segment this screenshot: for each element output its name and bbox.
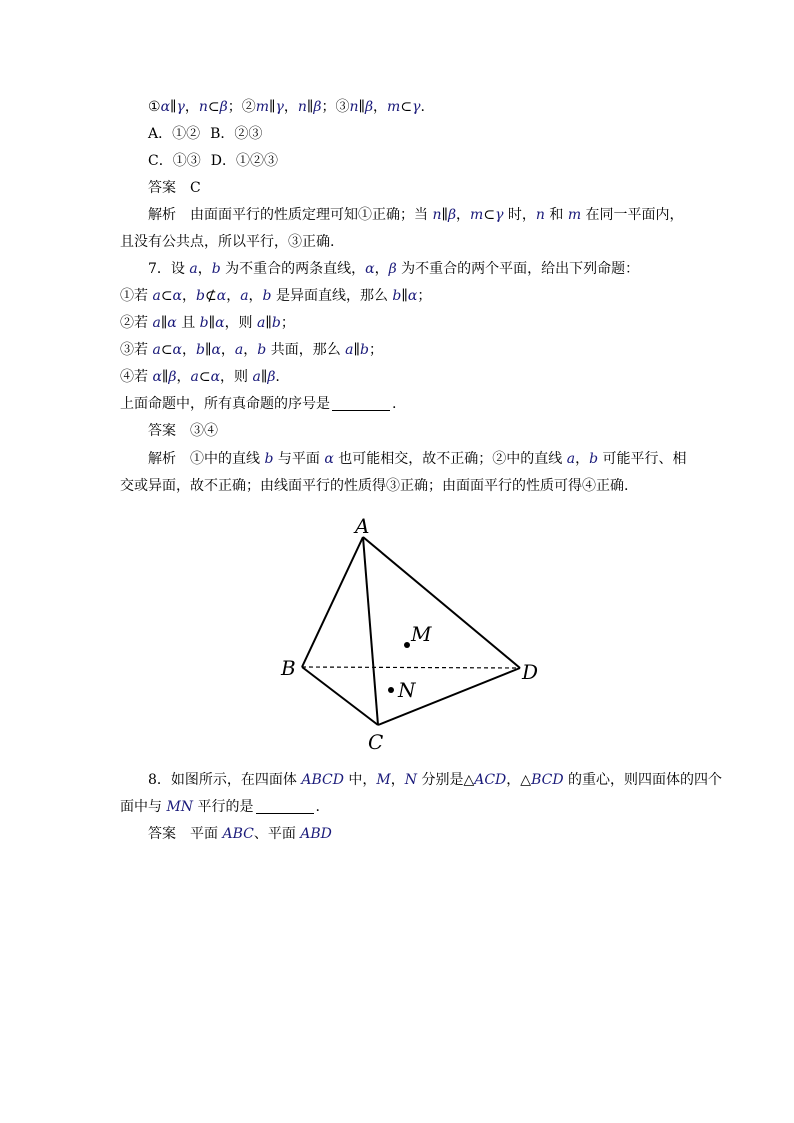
text-line (148, 97, 425, 117)
text-segment: ， (226, 288, 241, 304)
math-symbol: a (252, 369, 261, 385)
point-label-n: N (398, 678, 416, 702)
math-symbol: α (407, 288, 418, 304)
math-symbol: α (167, 315, 177, 331)
math-symbol: β (313, 99, 322, 115)
text-line (120, 367, 280, 387)
text-segment: ⊂ (400, 99, 413, 115)
text-segment: 中， (343, 772, 377, 788)
text-line (120, 286, 431, 306)
text-segment: 且 (176, 315, 200, 331)
text-segment: ， (243, 342, 258, 358)
text-segment: ∥ (161, 369, 169, 385)
vertex-label-b: B (281, 656, 296, 680)
math-symbol: γ (495, 207, 504, 223)
text-segment: 答案 ③④ (148, 423, 218, 439)
math-symbol: N (404, 772, 418, 788)
text-segment: 可能平行、相 (598, 451, 687, 467)
math-symbol: ABCD (301, 772, 344, 788)
text-line (120, 313, 295, 333)
text-segment: ； (280, 315, 295, 331)
math-symbol: a (152, 315, 161, 331)
math-symbol: MN (166, 799, 194, 815)
text-segment: D．①②③ (210, 153, 278, 169)
text-segment: 平行的是 (193, 799, 254, 815)
text-line (148, 178, 201, 198)
math-symbol: a (189, 261, 198, 277)
text-segment: ， (575, 451, 590, 467)
math-symbol: n (349, 99, 359, 115)
text-segment: ， (373, 99, 388, 115)
text-line (148, 770, 722, 790)
text-segment: ⊂ (483, 207, 496, 223)
math-symbol: n (535, 207, 545, 223)
math-symbol: β (388, 261, 397, 277)
math-symbol: b (211, 261, 221, 277)
text-segment: 面中与 (120, 799, 167, 815)
text-segment: 为不重合的两个平面，给出下列命题： (396, 261, 640, 277)
text-segment: ① (148, 99, 161, 115)
math-symbol: n (432, 207, 442, 223)
math-symbol: α (152, 369, 162, 385)
text-segment: 解析 ①中的直线 (148, 451, 265, 467)
math-symbol: b (199, 315, 209, 331)
text-segment: ④若 (120, 369, 153, 385)
math-symbol: a (240, 288, 249, 304)
text-segment: . (420, 99, 425, 115)
math-symbol: β (219, 99, 228, 115)
text-segment: ∥ (401, 288, 408, 304)
text-segment: 和 (544, 207, 568, 223)
text-segment: 交或异面，故不正确；由线面平行的性质得③正确；由面面平行的性质可得④正确. (120, 478, 629, 494)
math-symbol: b (392, 288, 402, 304)
text-line (148, 205, 684, 225)
math-symbol: m (255, 99, 270, 115)
text-segment: ， (176, 369, 191, 385)
math-symbol: b (271, 315, 281, 331)
text-segment: ⊂ (160, 288, 173, 304)
answer-blank (332, 396, 390, 411)
text-segment: ； (417, 288, 432, 304)
text-line (148, 824, 332, 844)
text-line (120, 340, 383, 360)
text-line (148, 421, 218, 441)
text-segment: ；② (227, 99, 256, 115)
text-segment: ∥ (204, 342, 212, 358)
text-segment: ， (182, 342, 197, 358)
text-segment: 且没有公共点，所以平行，③正确. (120, 234, 335, 250)
text-segment: . (315, 799, 320, 815)
tetrahedron-figure (272, 505, 562, 760)
text-segment: ， (182, 288, 197, 304)
math-symbol: a (345, 342, 354, 358)
edge-ab (302, 537, 363, 667)
text-segment: . (392, 396, 397, 412)
math-symbol: ABC (222, 826, 254, 842)
point-label-m: M (411, 622, 432, 646)
text-line (148, 151, 278, 171)
text-line (120, 394, 396, 414)
text-segment: ；③ (321, 99, 350, 115)
text-segment: ∥ (208, 315, 216, 331)
vertex-label-d: D (522, 660, 539, 684)
point-n (388, 687, 394, 693)
text-segment: 7．设 (148, 261, 190, 277)
text-segment: ，△ (506, 772, 532, 788)
text-segment: B．②③ (210, 126, 263, 142)
math-symbol: b (359, 342, 369, 358)
math-symbol: a (152, 342, 161, 358)
math-symbol: γ (176, 99, 185, 115)
math-symbol: α (324, 451, 334, 467)
text-segment: 、平面 (253, 826, 301, 842)
text-segment: ⊂ (198, 369, 211, 385)
math-symbol: a (152, 288, 161, 304)
math-symbol: b (196, 342, 205, 358)
text-segment: ∥ (269, 99, 276, 115)
point-m (404, 642, 410, 648)
text-segment: 答案 平面 (148, 826, 223, 842)
math-symbol: b (262, 288, 272, 304)
math-symbol: M (376, 772, 391, 788)
math-symbol: β (447, 207, 457, 223)
text-segment: ∥ (441, 207, 448, 223)
text-segment: ⊂ (160, 342, 173, 358)
math-symbol: m (567, 207, 582, 223)
text-segment: 的重心，则四面体的四个 (563, 772, 722, 788)
text-segment: A．①② (148, 126, 201, 142)
math-symbol: a (190, 369, 199, 385)
math-symbol: α (210, 369, 221, 385)
math-symbol: ABD (300, 826, 332, 842)
math-symbol: β (267, 369, 276, 385)
text-segment: ∥ (358, 99, 365, 115)
text-segment: ，则 (224, 315, 258, 331)
edge-ac (363, 537, 378, 725)
text-segment: ∥ (160, 315, 168, 331)
text-segment: 8．如图所示，在四面体 (148, 772, 302, 788)
math-symbol: a (566, 451, 576, 467)
math-symbol: a (234, 342, 244, 358)
math-symbol: ACD (474, 772, 507, 788)
math-symbol: α (160, 99, 171, 115)
text-segment: ， (220, 342, 235, 358)
text-segment: ③若 (120, 342, 153, 358)
math-symbol: β (364, 99, 374, 115)
math-symbol: m (470, 207, 484, 223)
text-segment: 分别是△ (417, 772, 475, 788)
text-line (120, 797, 320, 817)
math-symbol: β (168, 369, 177, 385)
text-segment: 共面，那么 (266, 342, 346, 358)
math-symbol: b (257, 342, 267, 358)
text-segment: ∥ (260, 369, 268, 385)
math-symbol: b (264, 451, 274, 467)
edge-ad (363, 537, 520, 668)
text-line (120, 232, 334, 252)
text-segment: ∥ (353, 342, 360, 358)
vertex-label-a: A (355, 514, 370, 538)
text-segment: 是异面直线，那么 (271, 288, 393, 304)
text-segment: ， (283, 99, 298, 115)
math-symbol: a (257, 315, 266, 331)
text-line (148, 449, 686, 469)
math-symbol: b (589, 451, 599, 467)
text-segment: ∥ (170, 99, 177, 115)
text-segment: 解析 由面面平行的性质定理可知①正确；当 (148, 207, 433, 223)
text-segment: ； (368, 342, 383, 358)
text-segment: ∥ (265, 315, 272, 331)
text-segment: C．①③ (148, 153, 201, 169)
math-symbol: α (211, 342, 221, 358)
math-symbol: α (172, 288, 183, 304)
text-line (148, 259, 639, 279)
math-symbol: BCD (531, 772, 564, 788)
math-symbol: γ (275, 99, 284, 115)
answer-blank (256, 799, 314, 814)
text-segment: ②若 (120, 315, 153, 331)
text-segment: 与平面 (273, 451, 325, 467)
text-segment: ∥ (306, 99, 314, 115)
text-segment: ⊄ (204, 288, 217, 304)
text-segment: 在同一平面内， (581, 207, 684, 223)
math-symbol: b (196, 288, 205, 304)
vertex-label-c: C (368, 730, 384, 754)
text-segment: 也可能相交，故不正确；②中的直线 (333, 451, 567, 467)
math-symbol: α (216, 288, 227, 304)
math-symbol: n (297, 99, 307, 115)
text-segment: 时， (503, 207, 536, 223)
text-segment: ， (456, 207, 471, 223)
text-segment: ， (248, 288, 263, 304)
math-symbol: n (198, 99, 208, 115)
math-symbol: γ (412, 99, 421, 115)
text-segment: ， (374, 261, 389, 277)
text-segment: ， (390, 772, 405, 788)
edge-bc (302, 667, 378, 725)
text-segment: ， (184, 99, 199, 115)
text-segment: 答案 C (148, 180, 201, 196)
text-segment: 为不重合的两条直线， (220, 261, 366, 277)
text-segment: ⊂ (207, 99, 220, 115)
edge-bd-hidden (302, 667, 520, 668)
text-segment: ，则 (220, 369, 253, 385)
text-segment: ， (197, 261, 212, 277)
text-segment: ①若 (120, 288, 153, 304)
math-symbol: α (365, 261, 375, 277)
text-line (120, 476, 628, 496)
text-segment: . (275, 369, 280, 385)
math-symbol: m (387, 99, 401, 115)
text-segment: 上面命题中，所有真命题的序号是 (120, 396, 330, 412)
text-line (148, 124, 262, 144)
math-symbol: α (172, 342, 183, 358)
math-symbol: α (215, 315, 225, 331)
